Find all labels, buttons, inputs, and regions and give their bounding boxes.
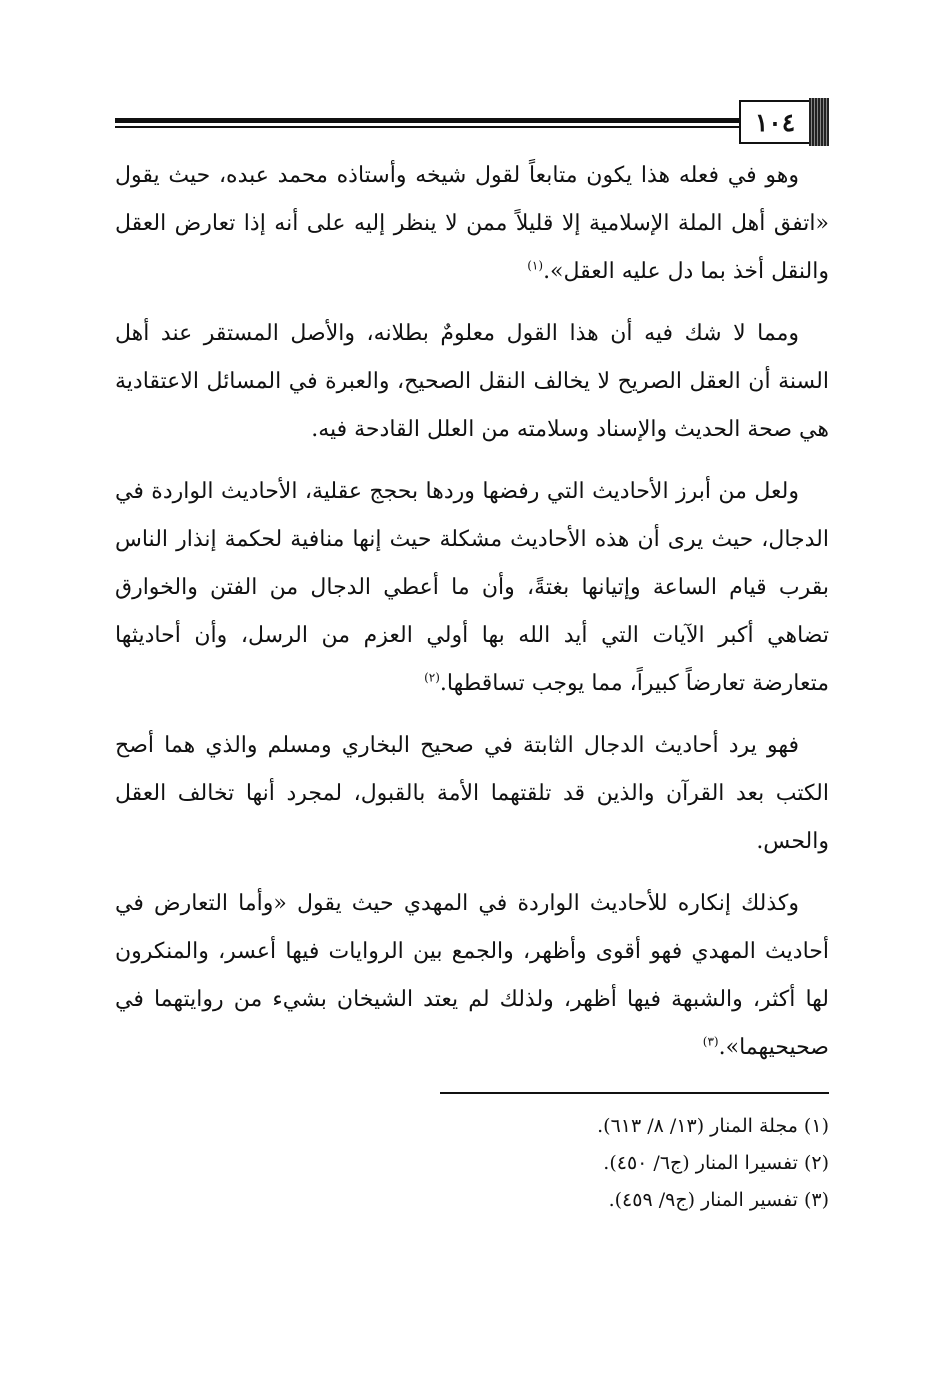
header-rule-thick [115, 118, 739, 123]
page-header [115, 98, 829, 148]
paragraph-4-text: فهو يرد أحاديث الدجال الثابتة في صحيح البخاري ومسلم والذي هما أصح الكتب بعد القرآن والذين قد تلقتهما الأمة بالقبول، لمجرد أنها تخالف العقل والحس. [115, 733, 829, 854]
paragraph-2-text: ومما لا شك فيه أن هذا القول معلومٌ بطلانه، والأصل المستقر عند أهل السنة أن العقل الصريح لا يخالف النقل الصحيح، والعبرة في المسائل الاعتقادية هي صحة الحديث والإسناد وسلامته من العلل القادحة فيه. [115, 321, 829, 442]
paragraph-5-text: وكذلك إنكاره للأحاديث الواردة في المهدي حيث يقول «وأما التعارض في أحاديث المهدي فهو أقوى وأظهر، والجمع بين الروايات فيها أعسر، والمنكرون لها أكثر، والشبهة فيها أظهر، ولذلك لم يعتد الشيخان بشيء من روايتهما في صحيحيهما». [115, 891, 829, 1060]
paragraph-1-text: وهو في فعله هذا يكون متابعاً لقول شيخه وأستاذه محمد عبده، حيث يقول «اتفق أهل الملة الإسلامية إلا قليلاً ممن لا ينظر إليه على أنه إذا تعارض العقل والنقل أخذ بما دل عليه العقل». [115, 163, 829, 284]
paragraph-3 [115, 468, 829, 708]
footnotes [440, 1108, 829, 1219]
paragraph-4 [115, 722, 829, 866]
footnote-ref-1: (١) [527, 258, 544, 273]
page-number: ١٠٤ [739, 100, 809, 144]
footnote-3: (٣) تفسير المنار (ج٩/ ٤٥٩). [608, 1189, 829, 1211]
body-text [115, 152, 829, 1086]
header-rule-thin [115, 126, 739, 128]
page-number-tab [809, 98, 829, 146]
paragraph-2 [115, 310, 829, 454]
footnote-1: (١) مجلة المنار (١٣/ ٨/ ٦١٣). [597, 1115, 829, 1137]
paragraph-1 [115, 152, 829, 296]
footnote-ref-2: (٢) [424, 670, 440, 685]
paragraph-5 [115, 880, 829, 1072]
footnote-2: (٢) تفسيرا المنار (ج٦/ ٤٥٠). [603, 1152, 829, 1174]
paragraph-3-text: ولعل من أبرز الأحاديث التي رفضها وردها بحجج عقلية، الأحاديث الواردة في الدجال، حيث يرى أن هذه الأحاديث مشكلة حيث إنها منافية لحكمة إنذار الناس بقرب قيام الساعة وإتيانها بغتةً، وأن ما أعطي الدجال من الفتن والخوارق تضاهي أكبر الآيات التي أيد الله بها أولي العزم من الرسل، وأن أحاديثها متعارضة تعارضاً كبيراً، مما يوجب تساقطها. [115, 479, 829, 696]
footnote-ref-3: (٣) [702, 1034, 719, 1049]
footnote-separator [440, 1092, 829, 1094]
